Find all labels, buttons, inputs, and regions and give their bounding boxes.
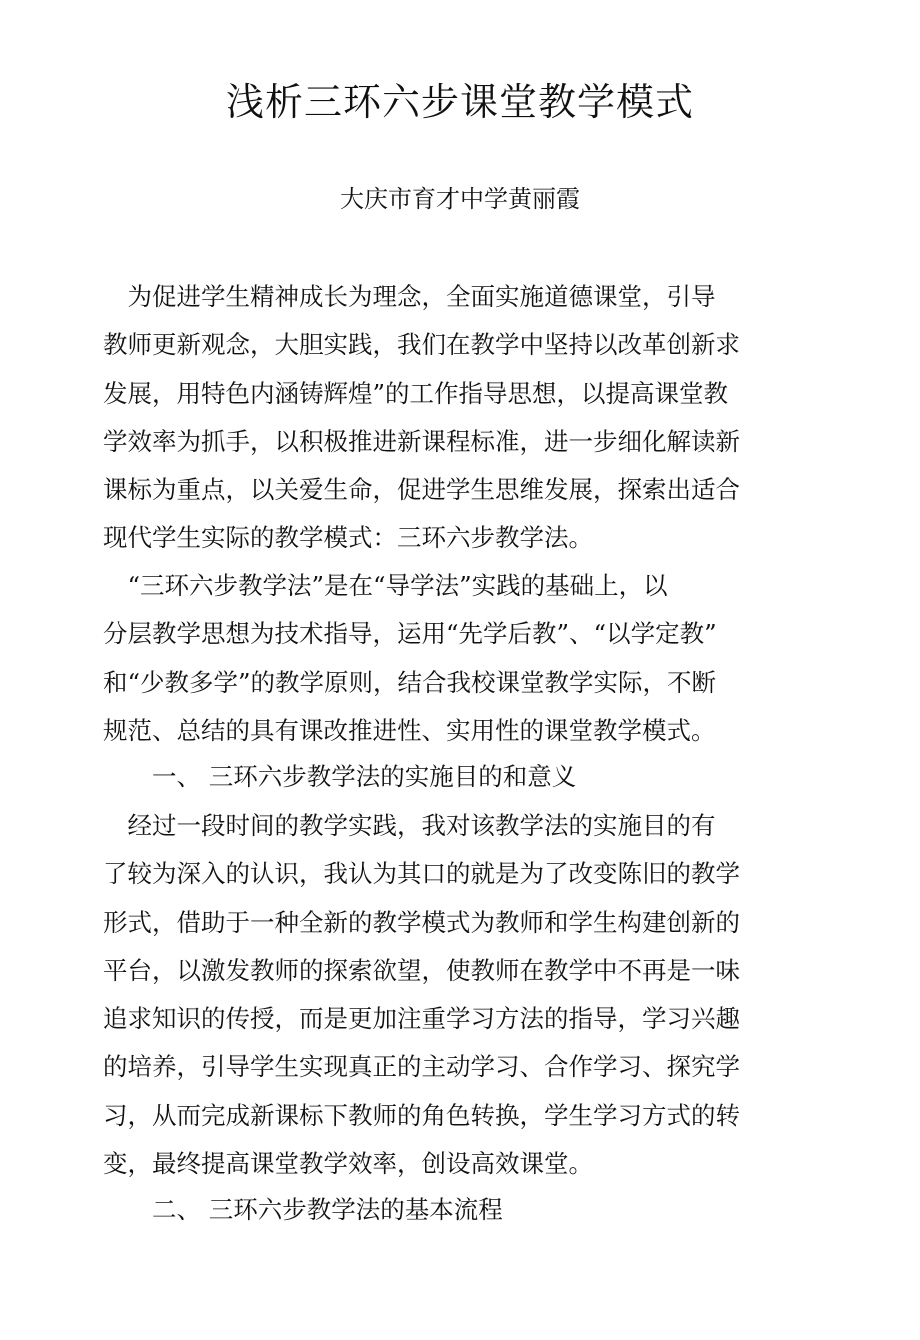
text-line: 习，从而完成新课标下教师的角色转换，学生学习方式的转 xyxy=(103,1100,740,1130)
text-line: 学效率为抓手，以积极推进新课程标准，进一步细化解读新 xyxy=(103,426,740,456)
text-line: 为促进学生精神成长为理念，全面实施道德课堂，引导 xyxy=(103,282,716,311)
paragraph-method-definition xyxy=(103,562,783,755)
text-line: 了较为深入的认识，我认为其口的就是为了改变陈旧的教学 xyxy=(103,859,740,889)
text-line: 发展，用特色内涵铸辉煌”的工作指导思想，以提高课堂教 xyxy=(103,378,729,408)
text-line: 现代学生实际的教学模式：三环六步教学法。 xyxy=(103,523,593,553)
text-line: 形式，借助于一种全新的教学模式为教师和学生构建创新的 xyxy=(103,907,740,937)
text-line: 课标为重点，以关爱生命，促进学生思维发展，探索出适合 xyxy=(103,475,740,505)
paragraph-intro xyxy=(103,273,783,563)
text-line: 规范、总结的具有课改推进性、实用性的课堂教学模式。 xyxy=(103,715,716,745)
paragraph-purpose xyxy=(103,802,783,1188)
document-title: 浅析三环六步课堂教学模式 xyxy=(225,80,694,124)
section-heading-2: 二、 三环六步教学法的基本流程 xyxy=(152,1195,503,1224)
text-line: 追求知识的传授，而是更加注重学习方法的指导，学习兴趣 xyxy=(103,1004,740,1034)
text-line: 和“少教多学”的教学原则，结合我校课堂教学实际，不断 xyxy=(103,667,717,697)
document-author: 大庆市育才中学黄丽霞 xyxy=(340,185,580,213)
section-heading-1: 一、 三环六步教学法的实施目的和意义 xyxy=(152,762,577,791)
text-line: 平台，以激发教师的探索欲望，使教师在教学中不再是一味 xyxy=(103,955,740,985)
text-line: 经过一段时间的教学实践，我对该教学法的实施目的有 xyxy=(103,811,716,840)
text-line: 教师更新观念，大胆实践，我们在教学中坚持以改革创新求 xyxy=(103,330,740,360)
text-line: 分层教学思想为技术指导，运用“先学后教”、“以学定教” xyxy=(103,619,717,649)
text-line: “三环六步教学法”是在“导学法”实践的基础上，以 xyxy=(103,571,668,600)
text-line: 的培养，引导学生实现真正的主动学习、合作学习、探究学 xyxy=(103,1052,740,1082)
text-line: 变，最终提高课堂教学效率，创设高效课堂。 xyxy=(103,1149,593,1179)
